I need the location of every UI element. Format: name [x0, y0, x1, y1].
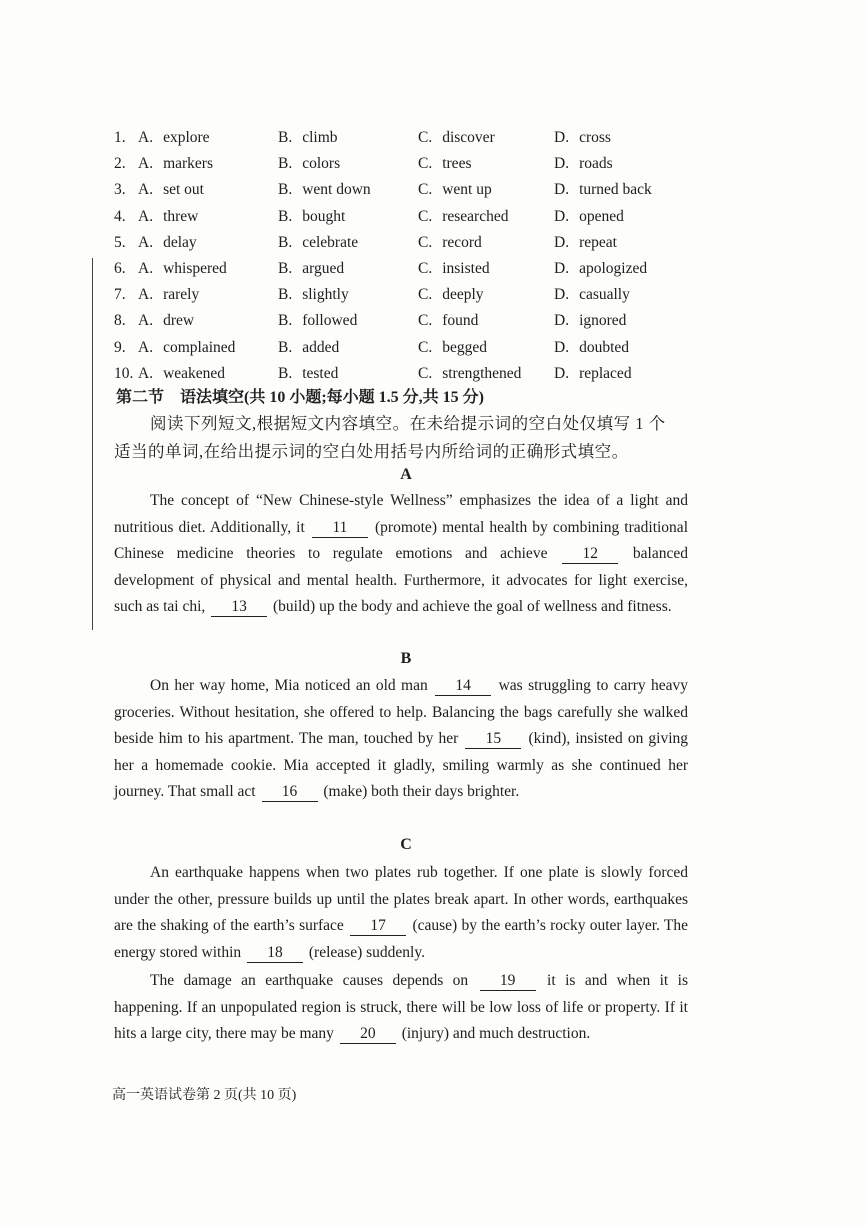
option-text: repeat: [579, 233, 617, 251]
option-a: [138, 365, 278, 383]
option-letter: A.: [138, 181, 154, 199]
option-text: strengthened: [442, 364, 522, 382]
option-b: [278, 155, 418, 173]
option-d: [554, 312, 724, 330]
blank-20[interactable]: 20: [340, 1025, 396, 1044]
option-b: [278, 234, 418, 252]
options-table: [114, 125, 734, 387]
option-d: [554, 155, 724, 173]
option-b: [278, 339, 418, 357]
option-text: found: [442, 312, 479, 330]
passage-b-heading: B: [400, 650, 412, 667]
option-text: went down: [302, 181, 371, 199]
option-d: [554, 339, 724, 357]
option-text: casually: [579, 286, 630, 304]
option-letter: D.: [554, 207, 570, 225]
option-d: [554, 129, 724, 147]
question-number: 4.: [114, 207, 126, 225]
option-text: whispered: [163, 260, 227, 278]
blank-14[interactable]: 14: [435, 677, 491, 696]
option-letter: A.: [138, 129, 154, 147]
option-a: [138, 129, 278, 147]
option-row: [114, 151, 734, 177]
option-text: slightly: [302, 286, 349, 304]
option-text: went up: [442, 181, 492, 199]
question-number: 1.: [114, 129, 126, 147]
option-d: [554, 260, 724, 278]
passage-a-heading: A: [400, 466, 412, 483]
option-letter: A.: [138, 338, 154, 356]
option-c: [418, 365, 554, 383]
option-row: [114, 204, 734, 230]
option-letter: C.: [418, 260, 433, 278]
option-text: celebrate: [302, 233, 359, 251]
option-text: doubted: [579, 338, 630, 356]
option-row: [114, 361, 734, 387]
option-d: [554, 208, 724, 226]
option-letter: A.: [138, 364, 154, 382]
option-letter: A.: [138, 260, 154, 278]
option-letter: D.: [554, 260, 570, 278]
option-text: weakened: [163, 364, 226, 382]
option-letter: B.: [278, 129, 293, 147]
option-a: [138, 234, 278, 252]
passage-b-text: On her way home, Mia noticed an old man 14 was struggling to carry heavy groceries. Without hesitation, she offered to help. Balancing the bags carefully she walked beside him to his apartment. The man, touched by her 15 (kind), insisted on giving her a homemade cookie. Mia accepted it gladly, smiling warmly as she continued her journey. That small act 16 (make) both their days brighter.: [114, 677, 689, 800]
option-letter: C.: [418, 181, 433, 199]
option-a: [138, 312, 278, 330]
blank-12[interactable]: 12: [562, 545, 618, 564]
option-b: [278, 286, 418, 304]
option-b: [278, 208, 418, 226]
option-text: roads: [579, 155, 613, 173]
option-letter: A.: [138, 286, 154, 304]
option-text: set out: [163, 181, 204, 199]
passage-c-text-1: An earthquake happens when two plates rub together. If one plate is slowly forced under the other, pressure builds up until the plates break apart. In other words, earthquakes are the shaking of the earth’s surface 17 (cause) by the earth’s rocky outer layer. The energy stored within 18 (release) suddenly.: [114, 864, 689, 961]
page-footer: 高一英语试卷第 2 页(共 10 页): [112, 1088, 297, 1103]
option-b: [278, 260, 418, 278]
option-d: [554, 365, 724, 383]
option-letter: D.: [554, 129, 570, 147]
passage-c-text-2: The damage an earthquake causes depends on 19 it is and when it is happening. If an unpopulated region is struck, there will be low loss of life or property. If it hits a large city, there may be many 20 (injury) and much destruction.: [114, 972, 688, 1042]
option-text: drew: [163, 312, 195, 330]
option-text: threw: [163, 207, 199, 225]
passage-c-heading: C: [400, 836, 412, 853]
instruction-line-1: 阅读下列短文,根据短文内容填空。在未给提示词的空白处仅填写 1 个: [150, 414, 666, 433]
option-text: explore: [163, 129, 210, 147]
option-c: [418, 234, 554, 252]
option-text: turned back: [579, 181, 652, 199]
option-text: insisted: [442, 260, 490, 278]
option-text: tested: [302, 364, 339, 382]
question-number: 9.: [114, 338, 126, 356]
question-number: 7.: [114, 286, 126, 304]
question-number: 2.: [114, 155, 126, 173]
option-text: begged: [442, 338, 487, 356]
option-letter: B.: [278, 312, 293, 330]
option-text: cross: [579, 129, 611, 147]
option-b: [278, 129, 418, 147]
option-letter: A.: [138, 207, 154, 225]
option-text: apologized: [579, 260, 648, 278]
option-letter: D.: [554, 155, 570, 173]
option-letter: D.: [554, 312, 570, 330]
option-text: added: [302, 338, 340, 356]
option-text: replaced: [579, 364, 632, 382]
option-text: deeply: [442, 286, 484, 304]
option-letter: D.: [554, 364, 570, 382]
option-c: [418, 155, 554, 173]
section-title: 第二节 语法填空(共 10 小题;每小题 1.5 分,共 15 分): [116, 389, 484, 406]
option-letter: D.: [554, 181, 570, 199]
blank-16[interactable]: 16: [262, 783, 318, 802]
instruction-line-2: 适当的单词,在给出提示词的空白处用括号内所给词的正确形式填空。: [114, 442, 629, 461]
option-text: discover: [442, 129, 495, 147]
option-a: [138, 260, 278, 278]
blank-18[interactable]: 18: [247, 944, 303, 963]
option-text: followed: [302, 312, 358, 330]
option-letter: A.: [138, 233, 154, 251]
option-text: record: [442, 233, 482, 251]
option-letter: B.: [278, 207, 293, 225]
option-row: [114, 177, 734, 203]
option-row: [114, 335, 734, 361]
option-text: colors: [302, 155, 341, 173]
option-letter: C.: [418, 129, 433, 147]
option-c: [418, 208, 554, 226]
option-letter: C.: [418, 155, 433, 173]
blank-19[interactable]: 19: [480, 972, 536, 991]
option-c: [418, 129, 554, 147]
option-letter: B.: [278, 155, 293, 173]
option-letter: C.: [418, 312, 433, 330]
option-letter: B.: [278, 286, 293, 304]
option-row: [114, 282, 734, 308]
option-text: markers: [163, 155, 213, 173]
option-letter: B.: [278, 364, 293, 382]
option-text: delay: [163, 233, 197, 251]
option-a: [138, 339, 278, 357]
option-letter: D.: [554, 286, 570, 304]
option-text: opened: [579, 207, 624, 225]
blank-15[interactable]: 15: [465, 730, 521, 749]
option-b: [278, 181, 418, 199]
option-d: [554, 181, 724, 199]
option-row: [114, 308, 734, 334]
option-text: trees: [442, 155, 472, 173]
option-text: complained: [163, 338, 236, 356]
option-letter: C.: [418, 233, 433, 251]
option-letter: A.: [138, 312, 154, 330]
option-letter: B.: [278, 233, 293, 251]
option-c: [418, 286, 554, 304]
option-letter: C.: [418, 286, 433, 304]
option-d: [554, 286, 724, 304]
option-letter: B.: [278, 260, 293, 278]
option-c: [418, 181, 554, 199]
option-row: [114, 230, 734, 256]
blank-11[interactable]: 11: [312, 519, 368, 538]
option-a: [138, 286, 278, 304]
option-letter: B.: [278, 338, 293, 356]
option-text: argued: [302, 260, 345, 278]
option-d: [554, 234, 724, 252]
margin-line: [92, 258, 93, 630]
option-row: [114, 256, 734, 282]
option-c: [418, 339, 554, 357]
option-text: rarely: [163, 286, 200, 304]
option-letter: D.: [554, 338, 570, 356]
option-b: [278, 312, 418, 330]
question-number: 5.: [114, 233, 126, 251]
option-letter: C.: [418, 338, 433, 356]
option-a: [138, 181, 278, 199]
option-letter: C.: [418, 364, 433, 382]
option-letter: B.: [278, 181, 293, 199]
question-number: 10.: [114, 364, 134, 382]
option-a: [138, 208, 278, 226]
blank-13[interactable]: 13: [211, 598, 267, 617]
option-c: [418, 312, 554, 330]
option-text: bought: [302, 207, 346, 225]
question-number: 8.: [114, 312, 126, 330]
option-text: ignored: [579, 312, 627, 330]
option-letter: C.: [418, 207, 433, 225]
option-b: [278, 365, 418, 383]
option-letter: D.: [554, 233, 570, 251]
option-c: [418, 260, 554, 278]
passage-a-text: The concept of “New Chinese-style Wellness” emphasizes the idea of a light and nutritious diet. Additionally, it 11 (promote) mental health by combining traditional Chinese medicine theories to regulate emotions and achieve 12 balanced development of physical and mental health. Furthermore, it advocates for light exercise, such as tai chi, 13 (build) up the body and achieve the goal of wellness and fitness.: [114, 492, 688, 615]
option-row: [114, 125, 734, 151]
blank-17[interactable]: 17: [350, 917, 406, 936]
question-number: 3.: [114, 181, 126, 199]
option-text: researched: [442, 207, 509, 225]
option-a: [138, 155, 278, 173]
option-letter: A.: [138, 155, 154, 173]
question-number: 6.: [114, 260, 126, 278]
option-text: climb: [302, 129, 338, 147]
